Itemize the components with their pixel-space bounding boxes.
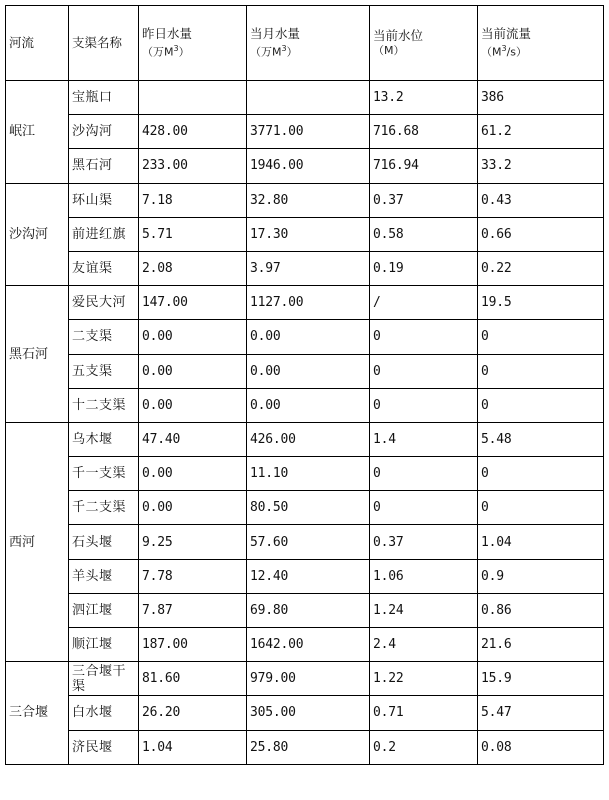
level-cell: 0.71 bbox=[370, 696, 478, 730]
flow-cell: 33.2 bbox=[478, 149, 604, 183]
table-row bbox=[6, 388, 604, 422]
table-row bbox=[6, 491, 604, 525]
canal-cell: 石头堰 bbox=[69, 525, 139, 559]
flow-cell: 0 bbox=[478, 457, 604, 491]
table-row bbox=[6, 183, 604, 217]
canal-cell: 二支渠 bbox=[69, 320, 139, 354]
yesterday-cell: 187.00 bbox=[139, 628, 247, 662]
table-row bbox=[6, 525, 604, 559]
canal-cell: 友谊渠 bbox=[69, 251, 139, 285]
flow-cell: 19.5 bbox=[478, 286, 604, 320]
flow-cell: 0.43 bbox=[478, 183, 604, 217]
level-cell: 716.68 bbox=[370, 115, 478, 149]
month-cell: 69.80 bbox=[247, 593, 370, 627]
table-row bbox=[6, 217, 604, 251]
month-cell: 3771.00 bbox=[247, 115, 370, 149]
month-cell: 1642.00 bbox=[247, 628, 370, 662]
month-cell: 1127.00 bbox=[247, 286, 370, 320]
level-cell: 0.19 bbox=[370, 251, 478, 285]
yesterday-cell bbox=[139, 81, 247, 115]
yesterday-cell: 428.00 bbox=[139, 115, 247, 149]
level-cell: 2.4 bbox=[370, 628, 478, 662]
month-cell: 25.80 bbox=[247, 730, 370, 764]
yesterday-cell: 233.00 bbox=[139, 149, 247, 183]
yesterday-cell: 2.08 bbox=[139, 251, 247, 285]
table-body bbox=[6, 6, 604, 765]
month-cell: 80.50 bbox=[247, 491, 370, 525]
month-cell: 0.00 bbox=[247, 354, 370, 388]
flow-cell: 0.66 bbox=[478, 217, 604, 251]
level-cell: 0.37 bbox=[370, 183, 478, 217]
yesterday-cell: 7.78 bbox=[139, 559, 247, 593]
table-row bbox=[6, 422, 604, 456]
canal-cell: 前进红旗 bbox=[69, 217, 139, 251]
yesterday-cell: 81.60 bbox=[139, 662, 247, 696]
flow-cell: 0.9 bbox=[478, 559, 604, 593]
yesterday-cell: 9.25 bbox=[139, 525, 247, 559]
header-canal: 支渠名称 bbox=[69, 6, 139, 81]
level-cell: 13.2 bbox=[370, 81, 478, 115]
month-cell: 17.30 bbox=[247, 217, 370, 251]
month-cell: 11.10 bbox=[247, 457, 370, 491]
header-yesterday: 昨日水量 （万$M^3$） bbox=[139, 6, 247, 81]
yesterday-cell: 0.00 bbox=[139, 354, 247, 388]
level-cell: 1.06 bbox=[370, 559, 478, 593]
flow-cell: 386 bbox=[478, 81, 604, 115]
level-cell: 1.4 bbox=[370, 422, 478, 456]
canal-cell: 千二支渠 bbox=[69, 491, 139, 525]
canal-cell: 乌木堰 bbox=[69, 422, 139, 456]
flow-cell: 5.48 bbox=[478, 422, 604, 456]
yesterday-cell: 26.20 bbox=[139, 696, 247, 730]
canal-cell: 黑石河 bbox=[69, 149, 139, 183]
canal-cell: 济民堰 bbox=[69, 730, 139, 764]
level-cell: 0.2 bbox=[370, 730, 478, 764]
level-cell: 0 bbox=[370, 354, 478, 388]
flow-cell: 0.08 bbox=[478, 730, 604, 764]
table-row bbox=[6, 354, 604, 388]
level-cell: 0 bbox=[370, 388, 478, 422]
month-cell: 979.00 bbox=[247, 662, 370, 696]
level-cell: 716.94 bbox=[370, 149, 478, 183]
month-cell: 0.00 bbox=[247, 388, 370, 422]
yesterday-cell: 0.00 bbox=[139, 320, 247, 354]
level-cell: / bbox=[370, 286, 478, 320]
header-river: 河流 bbox=[6, 6, 69, 81]
month-cell: 1946.00 bbox=[247, 149, 370, 183]
level-cell: 0 bbox=[370, 320, 478, 354]
flow-cell: 0.86 bbox=[478, 593, 604, 627]
river-name-cell: 岷江 bbox=[6, 81, 69, 184]
flow-cell: 21.6 bbox=[478, 628, 604, 662]
flow-cell: 5.47 bbox=[478, 696, 604, 730]
flow-cell: 15.9 bbox=[478, 662, 604, 696]
river-name-cell: 三合堰 bbox=[6, 662, 69, 765]
canal-cell: 宝瓶口 bbox=[69, 81, 139, 115]
canal-cell: 五支渠 bbox=[69, 354, 139, 388]
table-row bbox=[6, 696, 604, 730]
flow-cell: 0 bbox=[478, 320, 604, 354]
level-cell: 0.37 bbox=[370, 525, 478, 559]
table-row bbox=[6, 593, 604, 627]
river-name-cell: 西河 bbox=[6, 422, 69, 661]
month-cell: 0.00 bbox=[247, 320, 370, 354]
yesterday-cell: 0.00 bbox=[139, 491, 247, 525]
canal-cell: 环山渠 bbox=[69, 183, 139, 217]
flow-cell: 61.2 bbox=[478, 115, 604, 149]
flow-cell: 0 bbox=[478, 354, 604, 388]
flow-cell: 0.22 bbox=[478, 251, 604, 285]
yesterday-cell: 7.18 bbox=[139, 183, 247, 217]
yesterday-cell: 147.00 bbox=[139, 286, 247, 320]
table-row bbox=[6, 730, 604, 764]
flow-cell: 0 bbox=[478, 388, 604, 422]
water-data-table bbox=[5, 5, 604, 765]
canal-cell: 爱民大河 bbox=[69, 286, 139, 320]
month-cell: 305.00 bbox=[247, 696, 370, 730]
canal-cell: 沙沟河 bbox=[69, 115, 139, 149]
canal-cell: 十二支渠 bbox=[69, 388, 139, 422]
level-cell: 0.58 bbox=[370, 217, 478, 251]
month-cell: 3.97 bbox=[247, 251, 370, 285]
month-cell bbox=[247, 81, 370, 115]
table-row bbox=[6, 662, 604, 696]
header-row bbox=[6, 6, 604, 81]
canal-cell: 泗江堰 bbox=[69, 593, 139, 627]
canal-cell: 三合堰干渠 bbox=[69, 662, 139, 696]
river-name-cell: 沙沟河 bbox=[6, 183, 69, 286]
header-level: 当前水位 （M） bbox=[370, 6, 478, 81]
month-cell: 12.40 bbox=[247, 559, 370, 593]
month-cell: 32.80 bbox=[247, 183, 370, 217]
month-cell: 57.60 bbox=[247, 525, 370, 559]
canal-cell: 白水堰 bbox=[69, 696, 139, 730]
table-row bbox=[6, 628, 604, 662]
yesterday-cell: 7.87 bbox=[139, 593, 247, 627]
table-row bbox=[6, 81, 604, 115]
table-row bbox=[6, 149, 604, 183]
header-flow: 当前流量 $(M^3/s)$ bbox=[478, 6, 604, 81]
table-row bbox=[6, 115, 604, 149]
table-row bbox=[6, 286, 604, 320]
table-row bbox=[6, 559, 604, 593]
flow-cell: 0 bbox=[478, 491, 604, 525]
table-row bbox=[6, 457, 604, 491]
table-row bbox=[6, 251, 604, 285]
yesterday-cell: 0.00 bbox=[139, 388, 247, 422]
yesterday-cell: 1.04 bbox=[139, 730, 247, 764]
level-cell: 0 bbox=[370, 457, 478, 491]
level-cell: 0 bbox=[370, 491, 478, 525]
canal-cell: 千一支渠 bbox=[69, 457, 139, 491]
yesterday-cell: 0.00 bbox=[139, 457, 247, 491]
month-cell: 426.00 bbox=[247, 422, 370, 456]
header-month: 当月水量 （万$M^3$） bbox=[247, 6, 370, 81]
yesterday-cell: 47.40 bbox=[139, 422, 247, 456]
yesterday-cell: 5.71 bbox=[139, 217, 247, 251]
level-cell: 1.22 bbox=[370, 662, 478, 696]
table-row bbox=[6, 320, 604, 354]
flow-cell: 1.04 bbox=[478, 525, 604, 559]
canal-cell: 羊头堰 bbox=[69, 559, 139, 593]
river-name-cell: 黑石河 bbox=[6, 286, 69, 423]
canal-cell: 顺江堰 bbox=[69, 628, 139, 662]
level-cell: 1.24 bbox=[370, 593, 478, 627]
